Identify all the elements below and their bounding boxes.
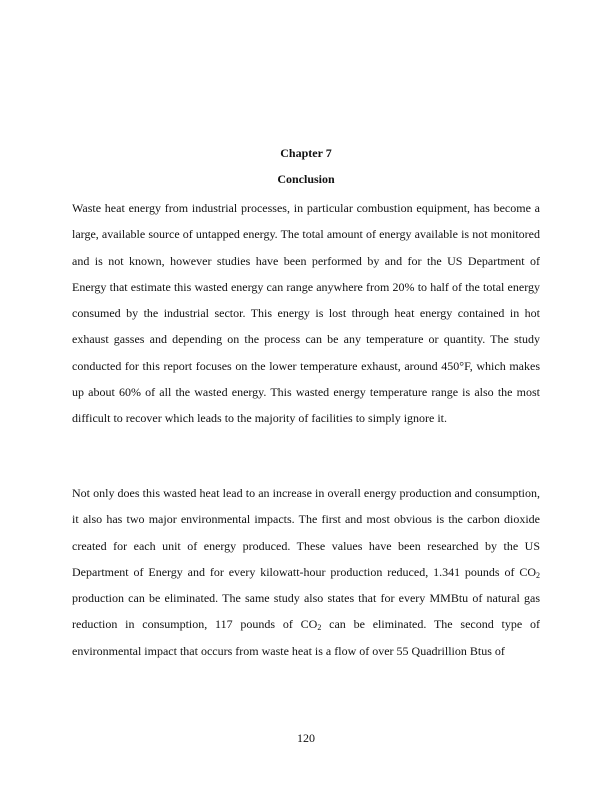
page-number: 120 [297, 731, 315, 745]
co2-subscript-2: 2 [317, 623, 322, 633]
paragraph-2-text-part-1: Not only does this wasted heat lead to an increase in overall energy production and consumption, it also has two major environmental impacts. The first and most obvious is the carbon dioxide created for each unit of energy produced. These values have been researched by the US Department of Energy and for every kilowatt-hour production reduced, 1.341 pounds of CO [72, 486, 540, 579]
chapter-number: Chapter 7 [280, 146, 332, 160]
co2-subscript-1: 2 [536, 570, 540, 580]
paragraph-2-text-part-3: can be eliminated. The second type of environmental impact that occurs from waste heat is a flow of over 55 Quadrillion Btus of [72, 617, 540, 658]
paragraph-2-text-part-2: production can be eliminated. The same study also states that for every MMBtu of natural gas reduction in consumption, 117 pounds of CO [72, 591, 540, 632]
chapter-title: Conclusion [277, 172, 335, 186]
paragraph-2 [72, 480, 540, 664]
paragraph-1: Waste heat energy from industrial processes, in particular combustion equipment, has become a large, available source of untapped energy. The total amount of energy available is not monitored and is not known, however studies have been performed by and for the US Department of Energy that estimate this wasted energy can range anywhere from 20% to half of the total energy consumed by the industrial sector. This energy is lost through heat energy contained in hot exhaust gasses and depending on the process can be any temperature or quantity. The study conducted for this report focuses on the lower temperature exhaust, around 450°F, which makes up about 60% of all the wasted energy. This wasted energy temperature range is also the most difficult to recover which leads to the majority of facilities to simply ignore it. [72, 201, 540, 426]
